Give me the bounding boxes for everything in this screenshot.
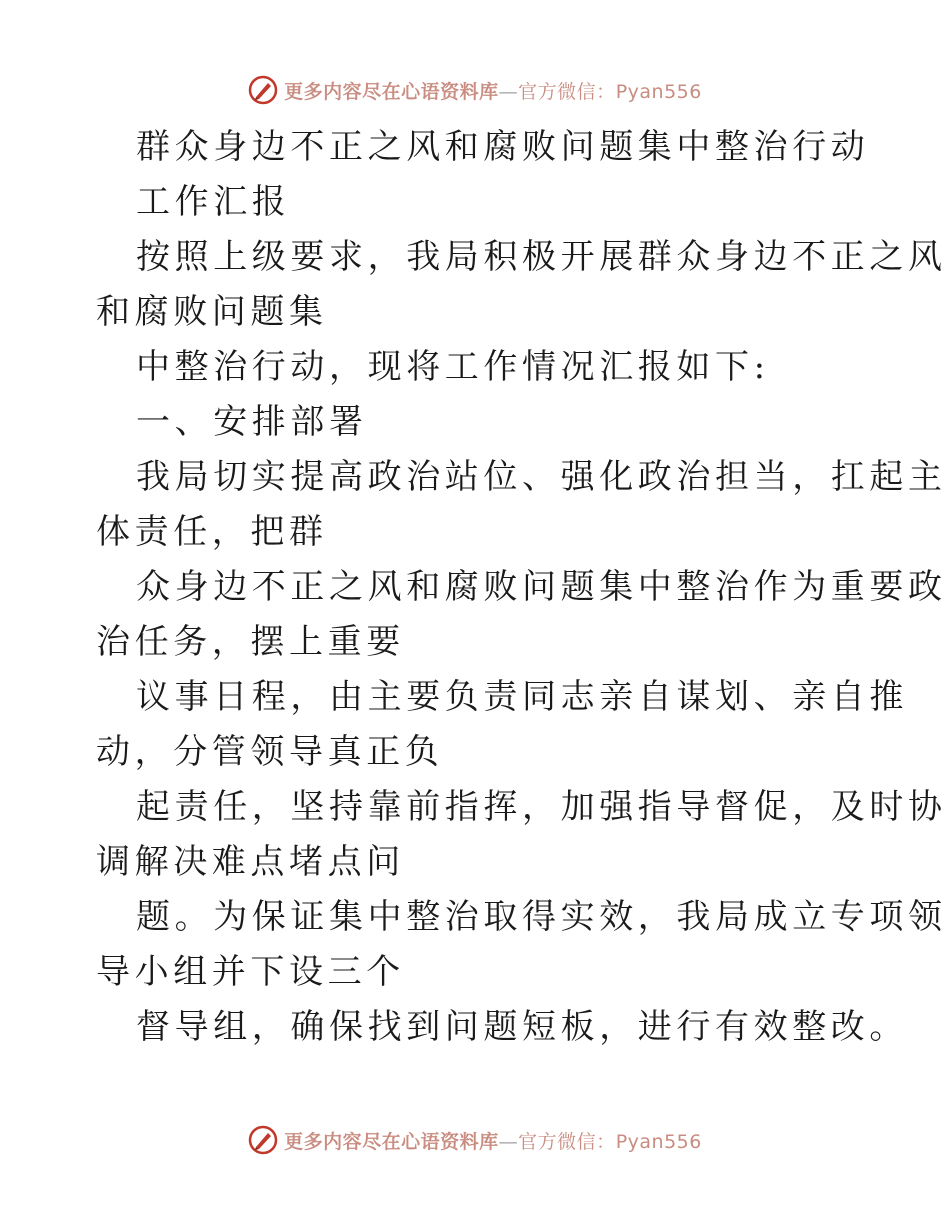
watermark-site: 更多内容尽在心语资料库	[284, 1130, 499, 1153]
doc-line: 和腐败问题集	[96, 292, 328, 332]
doc-line: 题。为保证集中整治取得实效，我局成立专项领	[136, 897, 947, 937]
watermark-label: 官方微信：	[518, 80, 616, 103]
doc-line: 我局切实提高政治站位、强化政治担当，扛起主	[136, 457, 947, 497]
document-body	[96, 120, 947, 1055]
doc-line: 工作汇报	[136, 182, 291, 222]
doc-line: 中整治行动，现将工作情况汇报如下:	[136, 347, 770, 387]
doc-line: 群众身边不正之风和腐败问题集中整治行动	[136, 127, 870, 167]
doc-line: 众身边不正之风和腐败问题集中整治作为重要政	[136, 567, 947, 607]
doc-line: 体责任，把群	[96, 512, 328, 552]
pen-logo-icon	[248, 75, 278, 105]
doc-line: 调解决难点堵点问	[96, 842, 405, 882]
doc-line: 治任务，摆上重要	[96, 622, 405, 662]
footer-watermark	[0, 1120, 950, 1160]
doc-line: 导小组并下设三个	[96, 952, 405, 992]
doc-line: 议事日程，由主要负责同志亲自谋划、亲自推	[136, 677, 908, 717]
watermark-wechat-id: Pyan556	[615, 1130, 702, 1153]
doc-line: 起责任，坚持靠前指挥，加强指导督促，及时协	[136, 787, 947, 827]
watermark-wechat-id: Pyan556	[615, 80, 702, 103]
watermark-separator: —	[498, 80, 519, 103]
watermark-text	[284, 77, 702, 104]
watermark-site: 更多内容尽在心语资料库	[284, 80, 499, 103]
watermark-label: 官方微信：	[518, 1130, 616, 1153]
doc-line: 督导组，确保找到问题短板，进行有效整改。	[136, 1007, 908, 1047]
doc-line: 一、安排部署	[136, 402, 368, 442]
doc-line: 按照上级要求，我局积极开展群众身边不正之风	[136, 237, 947, 277]
watermark-text	[284, 1127, 702, 1154]
pen-logo-icon	[248, 1125, 278, 1155]
doc-line: 动，分管领导真正负	[96, 732, 444, 772]
header-watermark	[0, 70, 950, 110]
watermark-separator: —	[498, 1130, 519, 1153]
